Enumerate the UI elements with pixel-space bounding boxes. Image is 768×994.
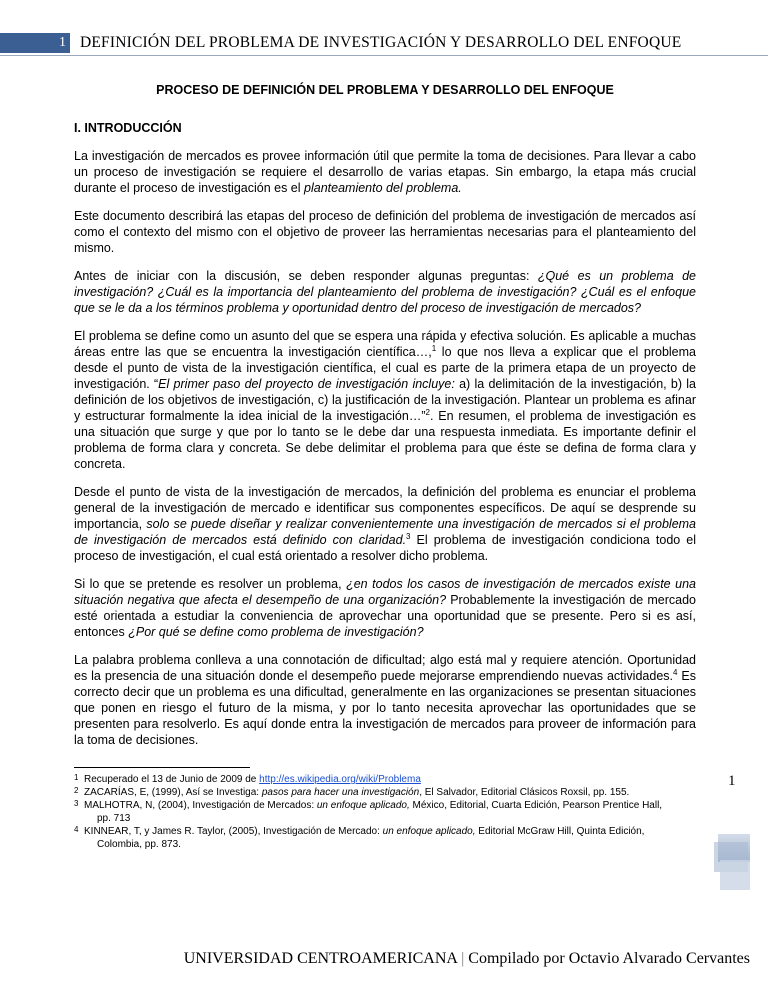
paragraph-5: Desde el punto de vista de la investigación de mercados, la definición del problema es enunciar el problema general de la investigación de mercado e identificar sus componentes específicos. De aquí se desprende su importancia, solo se puede diseñar y realizar convenientemente una investigación de mercados si el problema de investigación de mercados está definido con claridad.$^3$ El problema de investigación condiciona todo el proceso de investigación, el cual está orientado a resolver dicho problema. [74,485,697,563]
footer-compiler: Compilado por Octavio Alvarado Cervantes [468,950,750,967]
footnote-ref-4: 4 [673,667,678,677]
footnote-divider [74,767,250,768]
paragraph-7: La palabra problema conlleva a una connotación de dificultad; algo está mal y requiere atención. Oportunidad es la presencia de una situación donde el desempeño puede mejorarse emprendiendo nuevas actividades.$^4$ Es correcto decir que un problema es una dificultad, generalmente en las organizaciones se presentan situaciones que ponen en riesgo el futuro de la misma, y por lo tanto necesita aprovechar las oportunidades que se presenten para resolverlo. Es aquí donde entra la investigación de mercados para proveer de información para la toma de decisiones. [74,653,696,747]
footnote-ref-3: 3 [406,531,411,541]
section-heading: I. INTRODUCCIÓN [74,121,182,135]
page-header [0,33,768,57]
side-page-number: 1 [728,773,736,789]
footnote-2: 2 ZACARÍAS, E, (1999), Así se Investiga: pasos para hacer una investigación, El Salvador, Editorial Clásicos Roxsil, pp. 155. [74,786,630,798]
footer-university: UNIVERSIDAD CENTROAMERICANA [183,950,458,967]
header-page-number: 1 [0,33,70,53]
page-tab-decoration [710,830,754,900]
footnote-4: 4 KINNEAR, T, y James R. Taylor, (2005), Investigación de Mercado: un enfoque aplicado, Editorial McGraw Hill, Quinta Edición, Colombia, pp. 873. [74,825,645,850]
document-title: PROCESO DE DEFINICIÓN DEL PROBLEMA Y DESARROLLO DEL ENFOQUE [156,83,614,97]
footnote-1: 1 Recuperado el 13 de Junio de 2009 de http://es.wikipedia.org/wiki/Problema [74,773,421,785]
header-running-title: DEFINICIÓN DEL PROBLEMA DE INVESTIGACIÓN Y DESARROLLO DEL ENFOQUE [80,34,682,51]
header-divider [0,55,768,56]
document-body [74,82,696,760]
paragraph-3: Antes de iniciar con la discusión, se deben responder algunas preguntas: ¿Qué es un problema de investigación? ¿Cuál es la importancia del planteamiento del problema de investigación? ¿Cuál es el enfoque que se le da a los términos problema y oportunidad dentro del proceso de investigación de mercados? [74,269,696,315]
paragraph-4: El problema se define como un asunto del que se espera una rápida y efectiva solución. Es aplicable a muchas áreas entre las que se encuentra la investigación científica…,$^1$ lo que nos lleva a explicar que el problema desde el punto de vista de la investigación científica, el cual es parte de la primera etapa de un proyecto de investigación. “El primer paso del proyecto de investigación incluye: a) la delimitación de la investigación, b) la definición de los objetivos de investigación, c) la justificación de la investigación. Plantear un problema es afinar y estructurar formalmente la idea inicial de la investigación…”$^2$. En resumen, el problema de investigación es una situación que surge y que por lo tanto se le debe dar una respuesta inmediata. Es importante definir el problema de forma clara y concreta. Se debe delimitar el problema para que éste se defina de forma clara y concreta. [74,329,696,471]
paragraph-6: Si lo que se pretende es resolver un problema, ¿en todos los casos de investigación de mercados existe una situación negativa que afecta el desempeño de una organización? Probablemente la investigación de mercado esté orientada a estudiar la conveniencia de aprovechar una oportunidad que se presente. Pero si es así, entonces ¿Por qué se define como problema de investigación? [74,577,696,639]
footnote-ref-2: 2 [425,407,430,417]
footnote-ref-1: 1 [431,343,437,353]
footnote-link[interactable]: http://es.wikipedia.org/wiki/Problema [259,774,421,785]
paragraph-1: La investigación de mercados es provee información útil que permite la toma de decisiones. Para llevar a cabo un proceso de investigación se requiere el desarrollo de varias etapas. Sin embargo, la etapa más crucial durante el proceso de investigación es el planteamiento del problema. [74,149,696,195]
page-footer [150,950,750,968]
paragraph-2: Este documento describirá las etapas del proceso de definición del problema de investigación de mercados así como el contexto del mismo con el objetivo de proveer las herramientas necesarias para el planteamiento del mismo. [74,209,696,255]
footer-separator: | [457,950,469,967]
footnotes [74,773,696,851]
footnote-3: 3 MALHOTRA, N, (2004), Investigación de Mercados: un enfoque aplicado, México, Editorial, Cuarta Edición, Pearson Prentice Hall, pp. 713 [74,799,663,824]
